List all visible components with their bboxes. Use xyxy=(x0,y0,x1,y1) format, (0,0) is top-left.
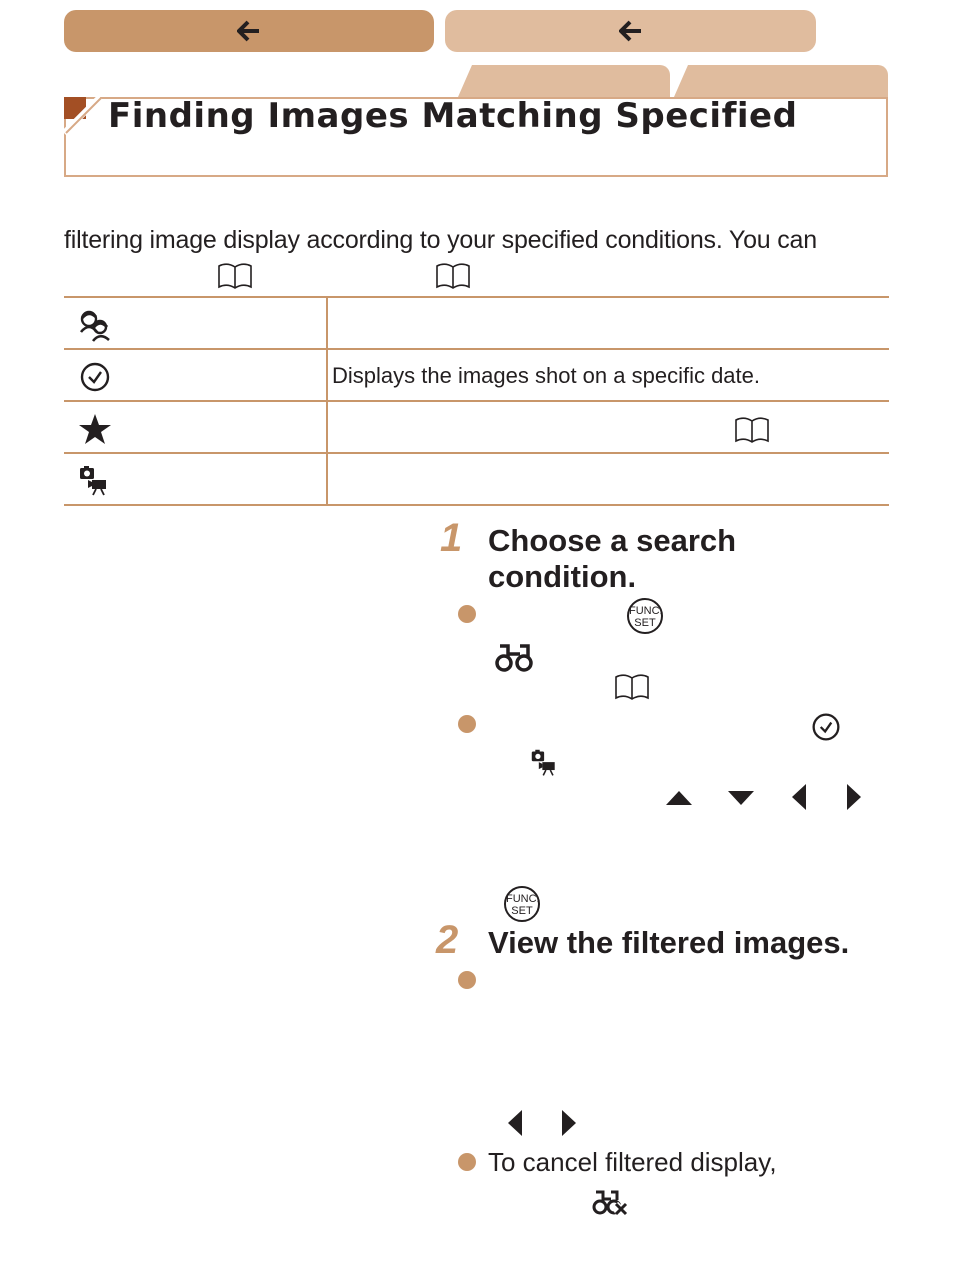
table-row xyxy=(64,298,889,350)
binoculars-cancel-icon xyxy=(592,1188,628,1218)
photo-movie-icon xyxy=(78,464,112,498)
intro-text: filtering image display according to your specified conditions. You can xyxy=(64,226,817,254)
clock-icon xyxy=(78,360,112,394)
binoculars-icon xyxy=(494,642,534,672)
table-row xyxy=(64,454,889,506)
step-number: 2 xyxy=(436,918,459,962)
book-icon[interactable] xyxy=(217,262,253,290)
photo-movie-icon xyxy=(530,748,560,778)
title-corner-decoration xyxy=(64,97,104,137)
step-heading-line: condition. xyxy=(488,559,637,594)
step-heading: View the filtered images. xyxy=(488,925,850,960)
clock-icon xyxy=(811,712,841,742)
step-heading-line: Choose a search xyxy=(488,523,737,558)
book-icon[interactable] xyxy=(614,673,650,701)
table-row xyxy=(64,350,889,402)
left-arrow-icon xyxy=(790,782,808,812)
book-icon[interactable] xyxy=(435,262,471,290)
bullet xyxy=(458,1153,476,1171)
arrow-left-icon xyxy=(619,20,643,42)
previous-page-button[interactable] xyxy=(64,10,434,52)
people-icon xyxy=(78,308,112,342)
bullet xyxy=(458,605,476,623)
cancel-filter-text: To cancel filtered display, xyxy=(488,1147,777,1177)
book-icon[interactable] xyxy=(734,416,770,444)
right-arrow-icon xyxy=(845,782,863,812)
func-set-button-icon: FUNC. SET xyxy=(627,598,663,634)
back-button[interactable] xyxy=(445,10,816,52)
step-number: 1 xyxy=(440,516,463,560)
table-row xyxy=(64,402,889,454)
star-icon xyxy=(78,412,112,446)
right-arrow-icon xyxy=(560,1108,578,1138)
down-arrow-icon xyxy=(726,789,756,807)
bullet xyxy=(458,971,476,989)
bullet xyxy=(458,715,476,733)
search-conditions-table xyxy=(64,296,889,506)
arrow-left-icon xyxy=(237,20,261,42)
func-set-button-icon: FUNC. SET xyxy=(504,886,540,922)
table-row-description: Displays the images shot on a specific date. xyxy=(332,363,761,388)
left-arrow-icon xyxy=(506,1108,524,1138)
tab-1[interactable] xyxy=(458,65,670,97)
page-title: Finding Images Matching Specified xyxy=(108,96,798,136)
step-heading xyxy=(488,523,736,595)
up-arrow-icon xyxy=(664,789,694,807)
tab-2[interactable] xyxy=(674,65,888,97)
